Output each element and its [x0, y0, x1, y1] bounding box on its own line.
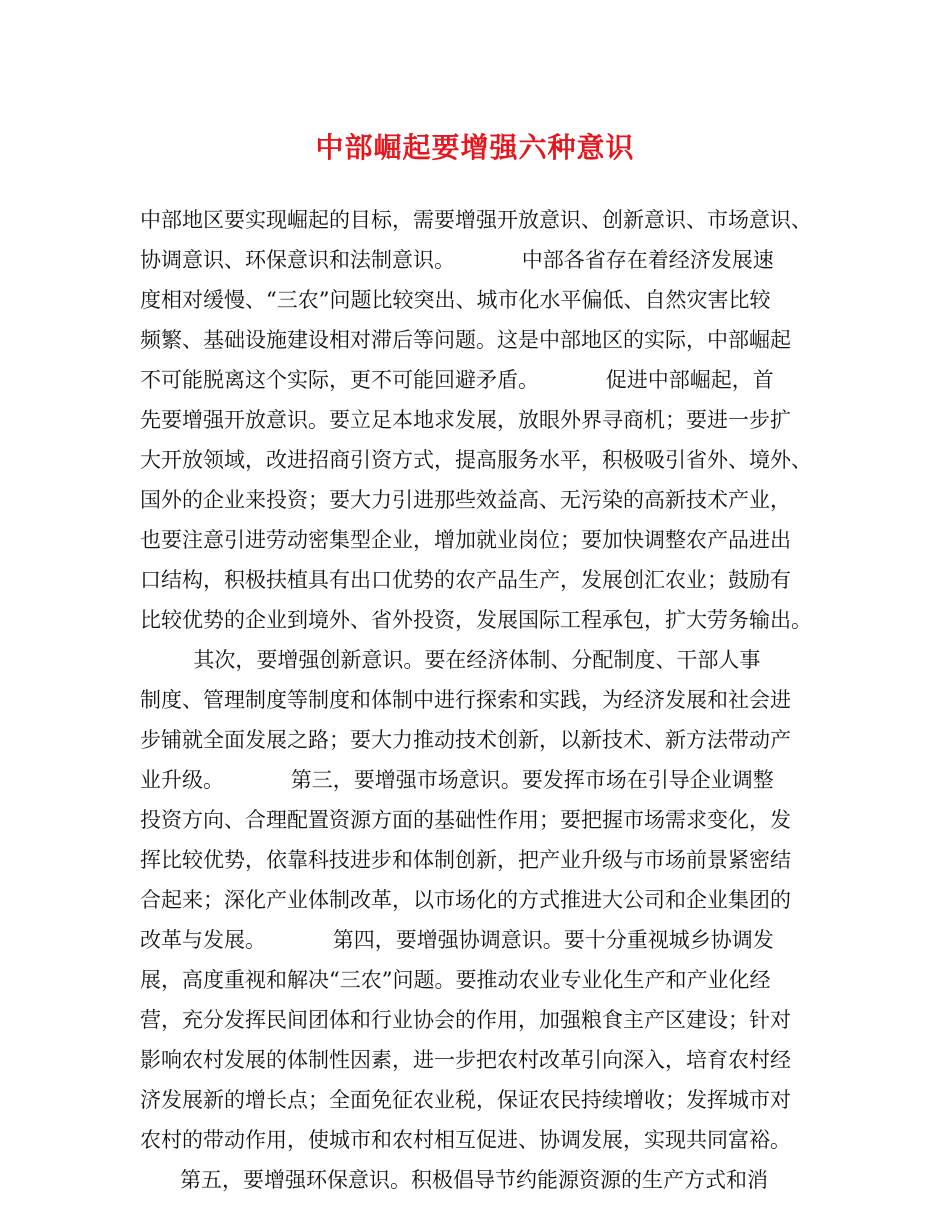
body-line: 频繁、基础设施建设相对滞后等问题。这是中部地区的实际，中部崛起: [140, 328, 791, 352]
body-line: 营，充分发挥民间团体和行业协会的作用，加强粮食主产区建设；针对: [140, 1008, 791, 1032]
body-line: 影响农村发展的体制性因素，进一步把农村改革引向深入，培育农村经: [140, 1048, 791, 1072]
body-line: 大开放领域，改进招商引资方式，提高服务水平，积极吸引省外、境外、: [140, 448, 812, 472]
body-line: 业升级。 第三，要增强市场意识。要发挥市场在引导企业调整: [140, 768, 774, 792]
body-line: 挥比较优势，依靠科技进步和体制创新，把产业升级与市场前景紧密结: [140, 848, 791, 872]
body-line: 先要增强开放意识。要立足本地求发展，放眼外界寻商机；要进一步扩: [140, 408, 791, 432]
body-line: 比较优势的企业到境外、省外投资，发展国际工程承包，扩大劳务输出。: [140, 608, 812, 632]
body-line: 口结构，积极扶植具有出口优势的农产品生产，发展创汇农业；鼓励有: [140, 568, 791, 592]
body-line: 投资方向、合理配置资源方面的基础性作用；要把握市场需求变化，发: [140, 808, 791, 832]
body-line: 步铺就全面发展之路；要大力推动技术创新，以新技术、新方法带动产: [140, 728, 791, 752]
body-line: 济发展新的增长点；全面免征农业税，保证农民持续增收；发挥城市对: [140, 1088, 791, 1112]
body-line: 也要注意引进劳动密集型企业，增加就业岗位；要加快调整农产品进出: [140, 528, 791, 552]
body-line: 第五，要增强环保意识。积极倡导节约能源资源的生产方式和消: [140, 1168, 769, 1192]
body-line: 协调意识、环保意识和法制意识。 中部各省存在着经济发展速: [140, 248, 774, 272]
body-line: 中部地区要实现崛起的目标，需要增强开放意识、创新意识、市场意识、: [140, 208, 812, 232]
body-line: 国外的企业来投资；要大力引进那些效益高、无污染的高新技术产业，: [140, 488, 791, 512]
body-line: 展，高度重视和解决“三农”问题。要推动农业专业化生产和产业化经: [140, 968, 771, 992]
body-line: 制度、管理制度等制度和体制中进行探索和实践，为经济发展和社会进: [140, 688, 791, 712]
document-body: [140, 200, 830, 1200]
body-line: 改革与发展。 第四，要增强协调意识。要十分重视城乡协调发: [140, 928, 774, 952]
body-line: 其次，要增强创新意识。要在经济体制、分配制度、干部人事: [140, 648, 761, 672]
document-title: 中部崛起要增强六种意识: [315, 131, 635, 164]
body-line: 不可能脱离这个实际，更不可能回避矛盾。 促进中部崛起，首: [140, 368, 774, 392]
body-line: 农村的带动作用，使城市和农村相互促进、协调发展，实现共同富裕。: [140, 1128, 791, 1152]
body-line: 度相对缓慢、“三农”问题比较突出、城市化水平偏低、自然灾害比较: [140, 288, 771, 312]
body-line: 合起来；深化产业体制改革，以市场化的方式推进大公司和企业集团的: [140, 888, 791, 912]
